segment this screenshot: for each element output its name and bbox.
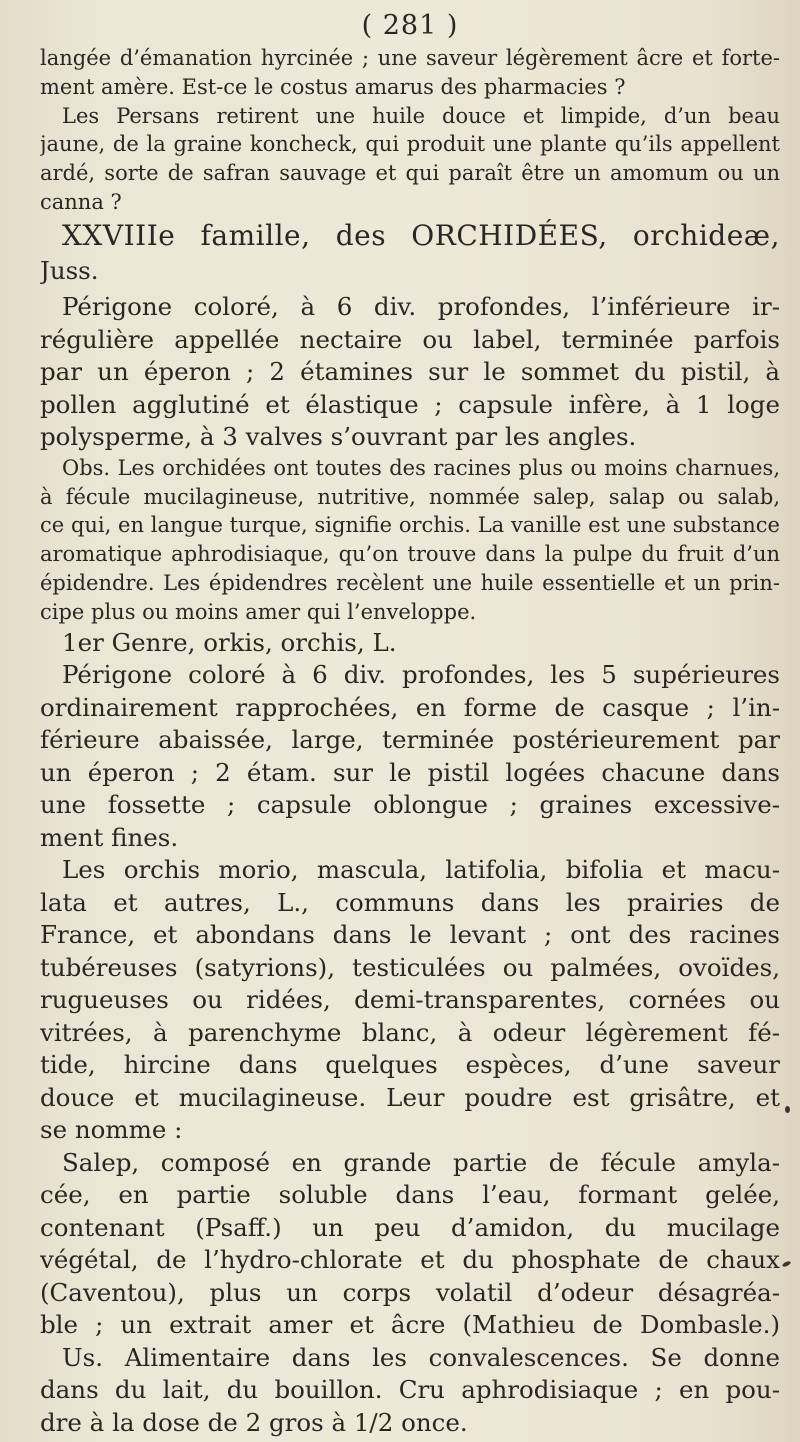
text-line: cée, en partie soluble dans l’eau, formant gelée,: [40, 1180, 780, 1210]
text-line: douce et mucilagineuse. Leur poudre est grisâtre, et: [40, 1082, 780, 1112]
obs-line: à fécule mucilagineuse, nutritive, nommée salep, salap ou salab,: [40, 484, 780, 509]
text-line: (Caventou), plus un corps volatil d’odeur désagréa-: [40, 1277, 780, 1307]
text-line: dre à la dose de 2 gros à 1/2 once.: [40, 1407, 468, 1437]
text-line: se nomme :: [40, 1115, 183, 1145]
text-line: Périgone coloré, à 6 div. profondes, l’inférieure ir-: [62, 292, 780, 322]
family-author: Juss.: [40, 255, 99, 285]
family-heading: XXVIIIe famille, des ORCHIDÉES, orchideæ,: [62, 218, 780, 252]
text-line: Périgone coloré à 6 div. profondes, les 5 supérieures: [62, 660, 780, 690]
text-line: dans du lait, du bouillon. Cru aphrodisiaque ; en pou-: [40, 1375, 780, 1405]
ink-speck: [785, 1106, 790, 1113]
obs-line: ce qui, en langue turque, signifie orchis. La vanille est une substance: [40, 513, 780, 538]
text-line: Les orchis morio, mascula, latifolia, bifolia et macu-: [62, 855, 780, 885]
text-line: par un éperon ; 2 étamines sur le sommet du pistil, à: [40, 357, 780, 387]
page-text: [40, 8, 780, 1439]
obs-line: Obs. Les orchidées ont toutes des racines plus ou moins charnues,: [62, 455, 780, 480]
text-line: tide, hircine dans quelques espèces, d’une saveur: [40, 1050, 780, 1080]
text-line: canna ?: [40, 189, 122, 214]
text-line: pollen agglutiné et élastique ; capsule infère, à 1 loge: [40, 389, 780, 419]
text-line: Us. Alimentaire dans les convalescences. Se donne: [62, 1342, 780, 1372]
ink-speck: [782, 1260, 792, 1267]
genus-heading: 1er Genre, orkis, orchis, L.: [62, 627, 397, 657]
text-line: rugueuses ou ridées, demi-transparentes, cornées ou: [40, 985, 780, 1015]
text-line: ardé, sorte de safran sauvage et qui paraît être un amomum ou un: [40, 161, 780, 186]
text-line: un éperon ; 2 étam. sur le pistil logées chacune dans: [40, 757, 780, 787]
obs-line: cipe plus ou moins amer qui l’enveloppe.: [40, 599, 477, 624]
text-line: Les Persans retirent une huile douce et limpide, d’un beau: [62, 103, 780, 128]
text-line: férieure abaissée, large, terminée postérieurement par: [40, 725, 780, 755]
text-line: une fossette ; capsule oblongue ; graines excessive-: [40, 790, 780, 820]
text-line: régulière appellée nectaire ou label, terminée parfois: [40, 324, 780, 354]
text-line: ment amère. Est-ce le costus amarus des pharmacies ?: [40, 74, 626, 99]
text-line: tubéreuses (satyrions), testiculées ou palmées, ovoïdes,: [40, 952, 780, 982]
text-line: contenant (Psaff.) un peu d’amidon, du mucilage: [40, 1212, 780, 1242]
obs-line: aromatique aphrodisiaque, qu’on trouve dans la pulpe du fruit d’un: [40, 542, 780, 567]
text-line: langée d’émanation hyrcinée ; une saveur légèrement âcre et forte-: [40, 46, 780, 70]
text-line: végétal, de l’hydro-chlorate et du phosphate de chaux: [40, 1245, 780, 1275]
text-line: vitrées, à parenchyme blanc, à odeur légèrement fé-: [40, 1017, 780, 1047]
text-line: jaune, de la graine koncheck, qui produit une plante qu’ils appellent: [40, 132, 780, 157]
text-line: France, et abondans dans le levant ; ont des racines: [40, 920, 780, 950]
obs-line: épidendre. Les épidendres recèlent une huile essentielle et un prin-: [40, 570, 780, 595]
text-line: ble ; un extrait amer et âcre (Mathieu de Dombasle.): [40, 1310, 780, 1340]
text-line: Salep, composé en grande partie de fécule amyla-: [62, 1147, 780, 1177]
text-line: ordinairement rapprochées, en forme de casque ; l’in-: [40, 692, 780, 722]
text-line: ment fines.: [40, 822, 179, 852]
text-line: polysperme, à 3 valves s’ouvrant par les angles.: [40, 422, 637, 452]
text-line: lata et autres, L., communs dans les prairies de: [40, 887, 780, 917]
page-number: ( 281 ): [361, 10, 459, 41]
